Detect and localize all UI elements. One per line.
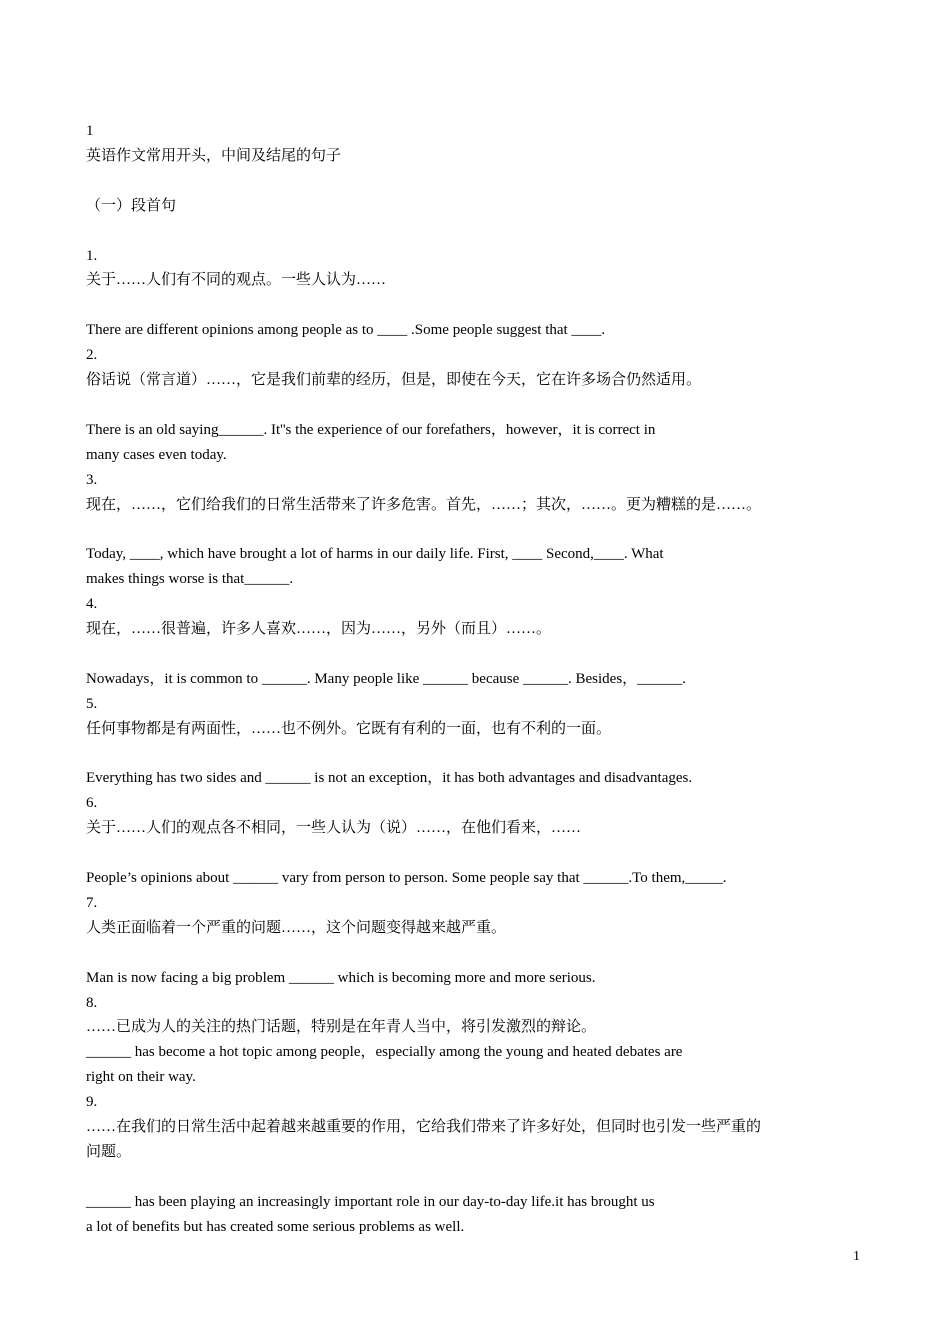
document-title: 英语作文常用开头，中间及结尾的句子 [86, 147, 342, 164]
item-english: Man is now facing a big problem ______ which is becoming more and more serious. [86, 969, 596, 986]
spacer [86, 219, 886, 244]
document-body [86, 119, 886, 1240]
item-english: ______ has become a hot topic among people，especially among the young and heated debates are [86, 1044, 683, 1061]
item-english: ______ has been playing an increasingly important role in our day-to-day life.it has brought us [86, 1193, 655, 1210]
item-number: 4. [86, 596, 98, 613]
spacer [86, 517, 886, 542]
item-english: makes things worse is that______. [86, 571, 294, 588]
page-number: 1 [853, 1249, 860, 1264]
item-english: many cases even today. [86, 446, 227, 463]
spacer [86, 293, 886, 318]
item-number: 7. [86, 894, 98, 911]
item-number: 9. [86, 1094, 98, 1111]
item-number: 2. [86, 347, 98, 364]
spacer [86, 1165, 886, 1190]
item-number: 8. [86, 994, 98, 1011]
section-heading: （一）段首句 [86, 197, 177, 214]
item-english: There are different opinions among people as to ____ .Some people suggest that ____. [86, 322, 606, 339]
item-chinese: 任何事物都是有两面性，……也不例外。它既有有利的一面，也有不利的一面。 [86, 720, 612, 737]
spacer [86, 642, 886, 667]
item-chinese: 现在，……，它们给我们的日常生活带来了许多危害。首先，……；其次，……。更为糟糕的是……。 [86, 496, 762, 513]
item-chinese: 关于……人们的观点各不相同，一些人认为（说）……，在他们看来，…… [86, 820, 582, 837]
item-english: People’s opinions about ______ vary from person to person. Some people say that ______.To them,_____. [86, 870, 727, 887]
item-chinese: ……在我们的日常生活中起着越来越重要的作用，它给我们带来了许多好处，但同时也引发一些严重的 [86, 1119, 762, 1136]
header-number: 1 [86, 123, 94, 139]
item-chinese: 关于……人们有不同的观点。一些人认为…… [86, 272, 387, 289]
item-number: 3. [86, 471, 98, 488]
item-english: a lot of benefits but has created some serious problems as well. [86, 1218, 465, 1235]
item-chinese: 现在，……很普遍，许多人喜欢……，因为……，另外（而且）……。 [86, 621, 552, 638]
item-chinese: 问题。 [86, 1144, 132, 1161]
item-english: There is an old saying______. It''s the experience of our forefathers，however，it is correct in [86, 421, 656, 438]
item-number: 5. [86, 695, 98, 712]
spacer [86, 742, 886, 767]
spacer [86, 941, 886, 966]
spacer [86, 169, 886, 194]
item-chinese: ……已成为人的关注的热门话题，特别是在年青人当中，将引发激烈的辩论。 [86, 1019, 597, 1036]
item-english: Everything has two sides and ______ is not an exception，it has both advantages and disadvantages. [86, 770, 693, 787]
spacer [86, 841, 886, 866]
item-number: 6. [86, 795, 98, 812]
item-chinese: 人类正面临着一个严重的问题……，这个问题变得越来越严重。 [86, 919, 507, 936]
spacer [86, 393, 886, 418]
item-number: 1. [86, 247, 98, 264]
item-english: Today, ____, which have brought a lot of harms in our daily life. First, ____ Second,____. What [86, 546, 664, 563]
item-english: right on their way. [86, 1069, 196, 1086]
item-english: Nowadays，it is common to ______. Many people like ______ because ______. Besides，______. [86, 670, 686, 687]
item-chinese: 俗话说（常言道）……，它是我们前辈的经历，但是，即使在今天，它在许多场合仍然适用。 [86, 372, 702, 389]
